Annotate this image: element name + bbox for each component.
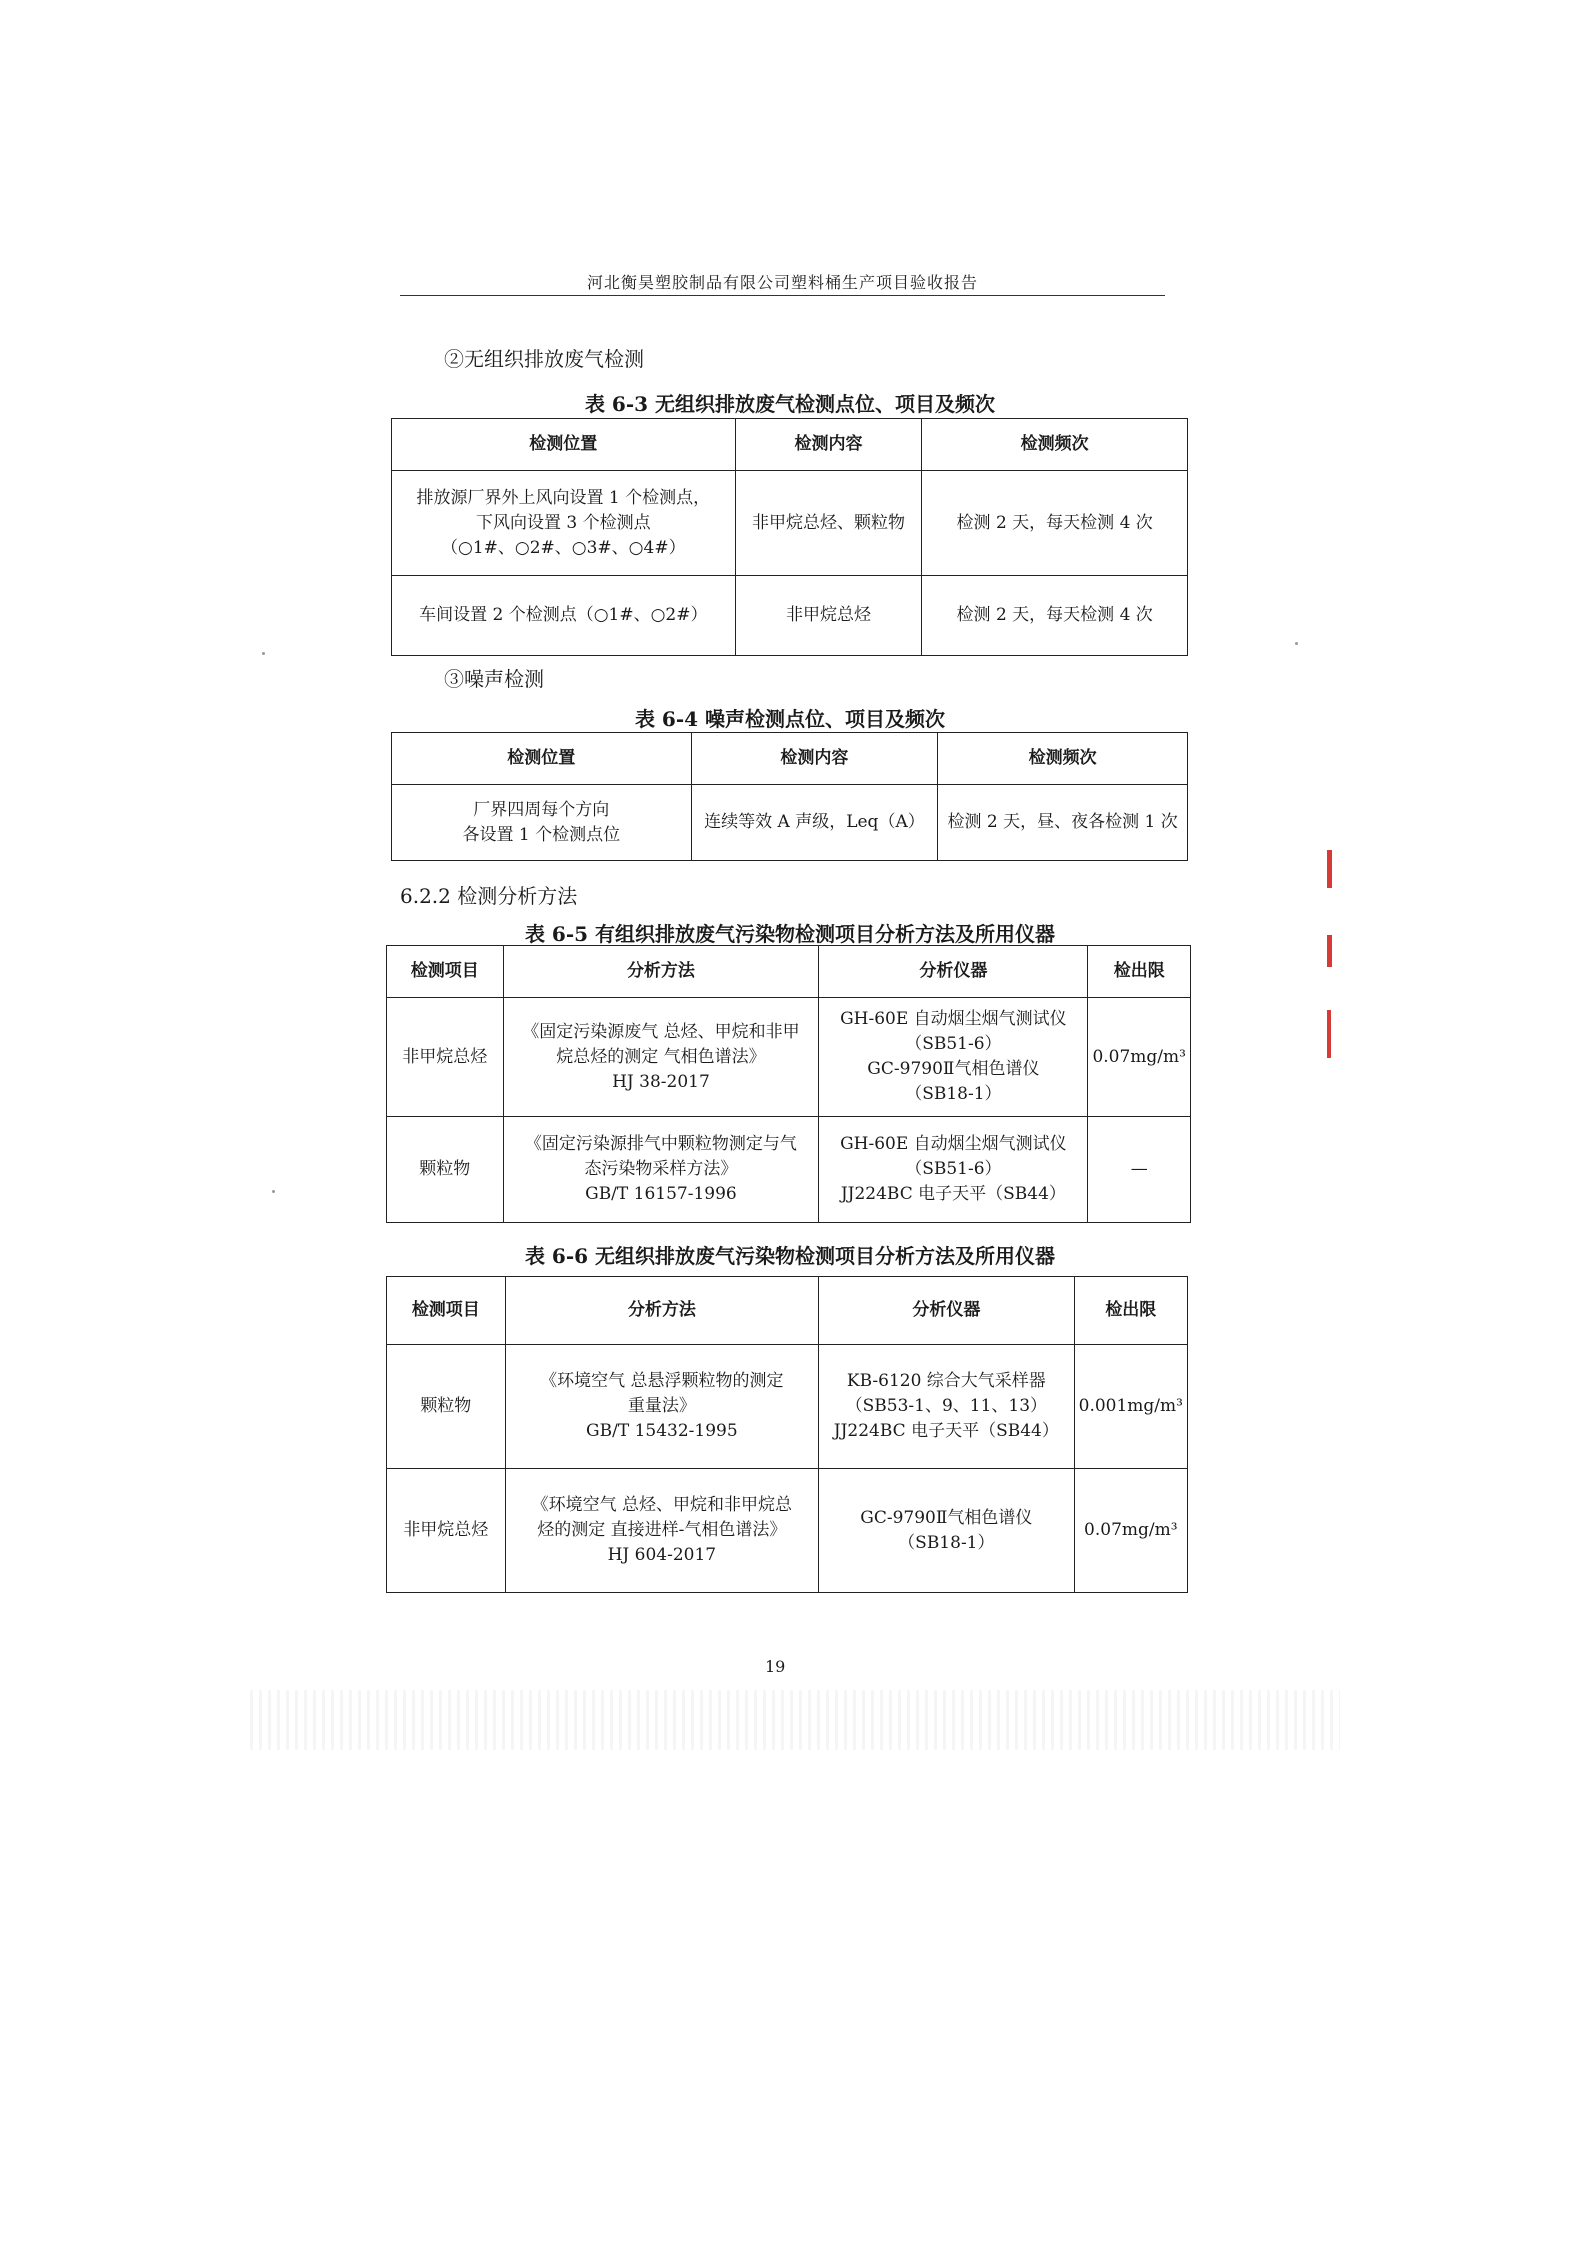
table-6-5-cell: 《固定污染源废气 总烃、甲烷和非甲 烷总烃的测定 气相色谱法》 HJ 38-2017 (503, 998, 819, 1117)
table-6-4-header: 检测频次 (938, 733, 1188, 785)
table-6-6-cell: 0.001mg/m³ (1074, 1345, 1187, 1469)
table-6-5-cell: GH-60E 自动烟尘烟气测试仪 （SB51-6） JJ224BC 电子天平（SB44） (819, 1117, 1088, 1223)
table-6-5-header: 分析方法 (503, 946, 819, 998)
table-6-3-header: 检测频次 (922, 419, 1188, 471)
table-6-6-cell: 0.07mg/m³ (1074, 1469, 1187, 1593)
table-6-3 (391, 418, 1188, 656)
section-unorganized-gas: ②无组织排放废气检测 (444, 347, 644, 371)
table-6-4-header: 检测内容 (691, 733, 938, 785)
table-6-3-cell: 非甲烷总烃、颗粒物 (735, 471, 922, 576)
report-header-title: 河北衡昊塑胶制品有限公司塑料桶生产项目验收报告 (586, 273, 978, 292)
table-6-5-header: 检测项目 (387, 946, 504, 998)
table-6-6-cell: 颗粒物 (387, 1345, 506, 1469)
header-rule (400, 295, 1165, 296)
table-6-5 (386, 945, 1191, 1223)
scan-speck (272, 1190, 275, 1193)
section-noise: ③噪声检测 (444, 667, 544, 691)
scan-speck (1295, 642, 1298, 645)
table-6-6-cell: 《环境空气 总烃、甲烷和非甲烷总 烃的测定 直接进样-气相色谱法》 HJ 604-2017 (505, 1469, 818, 1593)
section-method: 6.2.2 检测分析方法 (400, 884, 578, 908)
table-6-6-header: 检测项目 (387, 1277, 506, 1345)
table-6-6-header: 检出限 (1074, 1277, 1187, 1345)
table-6-6-header: 分析仪器 (819, 1277, 1075, 1345)
stamp-edge-mark (1327, 935, 1332, 967)
table-6-5-caption: 表 6-5 有组织排放废气污染物检测项目分析方法及所用仪器 (524, 922, 1056, 946)
table-6-3-cell: 检测 2 天，每天检测 4 次 (922, 576, 1188, 656)
table-6-5-cell: — (1088, 1117, 1191, 1223)
stamp-edge-mark (1327, 850, 1332, 888)
table-6-5-header: 分析仪器 (819, 946, 1088, 998)
table-6-6-header: 分析方法 (505, 1277, 818, 1345)
table-6-5-cell: 《固定污染源排气中颗粒物测定与气 态污染物采样方法》 GB/T 16157-1996 (503, 1117, 819, 1223)
table-6-3-cell: 车间设置 2 个检测点（○1#、○2#） (392, 576, 736, 656)
table-6-5-cell: GH-60E 自动烟尘烟气测试仪 （SB51-6） GC-9790Ⅱ气相色谱仪 （SB18-1） (819, 998, 1088, 1117)
table-6-4 (391, 732, 1188, 861)
table-6-5-header: 检出限 (1088, 946, 1191, 998)
table-6-6-cell: GC-9790Ⅱ气相色谱仪 （SB18-1） (819, 1469, 1075, 1593)
table-6-6 (386, 1276, 1188, 1593)
table-6-4-cell: 检测 2 天，昼、夜各检测 1 次 (938, 785, 1188, 861)
scan-noise-band (250, 1690, 1340, 1750)
table-6-3-header: 检测内容 (735, 419, 922, 471)
table-6-6-cell: 《环境空气 总悬浮颗粒物的测定 重量法》 GB/T 15432-1995 (505, 1345, 818, 1469)
table-6-3-header: 检测位置 (392, 419, 736, 471)
stamp-edge-mark (1327, 1010, 1331, 1058)
table-6-6-cell: 非甲烷总烃 (387, 1469, 506, 1593)
table-6-4-caption: 表 6-4 噪声检测点位、项目及频次 (634, 707, 946, 731)
table-6-4-header: 检测位置 (392, 733, 692, 785)
table-6-5-cell: 颗粒物 (387, 1117, 504, 1223)
page-number: 19 (765, 1657, 786, 1676)
table-6-3-cell: 排放源厂界外上风向设置 1 个检测点， 下风向设置 3 个检测点 （○1#、○2#、○3#、○4#） (392, 471, 736, 576)
table-6-4-cell: 连续等效 A 声级，Leq（A） (691, 785, 938, 861)
table-6-3-cell: 检测 2 天，每天检测 4 次 (922, 471, 1188, 576)
table-6-5-cell: 非甲烷总烃 (387, 998, 504, 1117)
table-6-4-cell: 厂界四周每个方向 各设置 1 个检测点位 (392, 785, 692, 861)
table-6-5-cell: 0.07mg/m³ (1088, 998, 1191, 1117)
table-6-6-cell: KB-6120 综合大气采样器 （SB53-1、9、11、13） JJ224BC 电子天平（SB44） (819, 1345, 1075, 1469)
table-6-3-cell: 非甲烷总烃 (735, 576, 922, 656)
table-6-3-caption: 表 6-3 无组织排放废气检测点位、项目及频次 (584, 392, 996, 416)
table-6-6-caption: 表 6-6 无组织排放废气污染物检测项目分析方法及所用仪器 (524, 1244, 1056, 1268)
scan-speck (262, 652, 265, 655)
